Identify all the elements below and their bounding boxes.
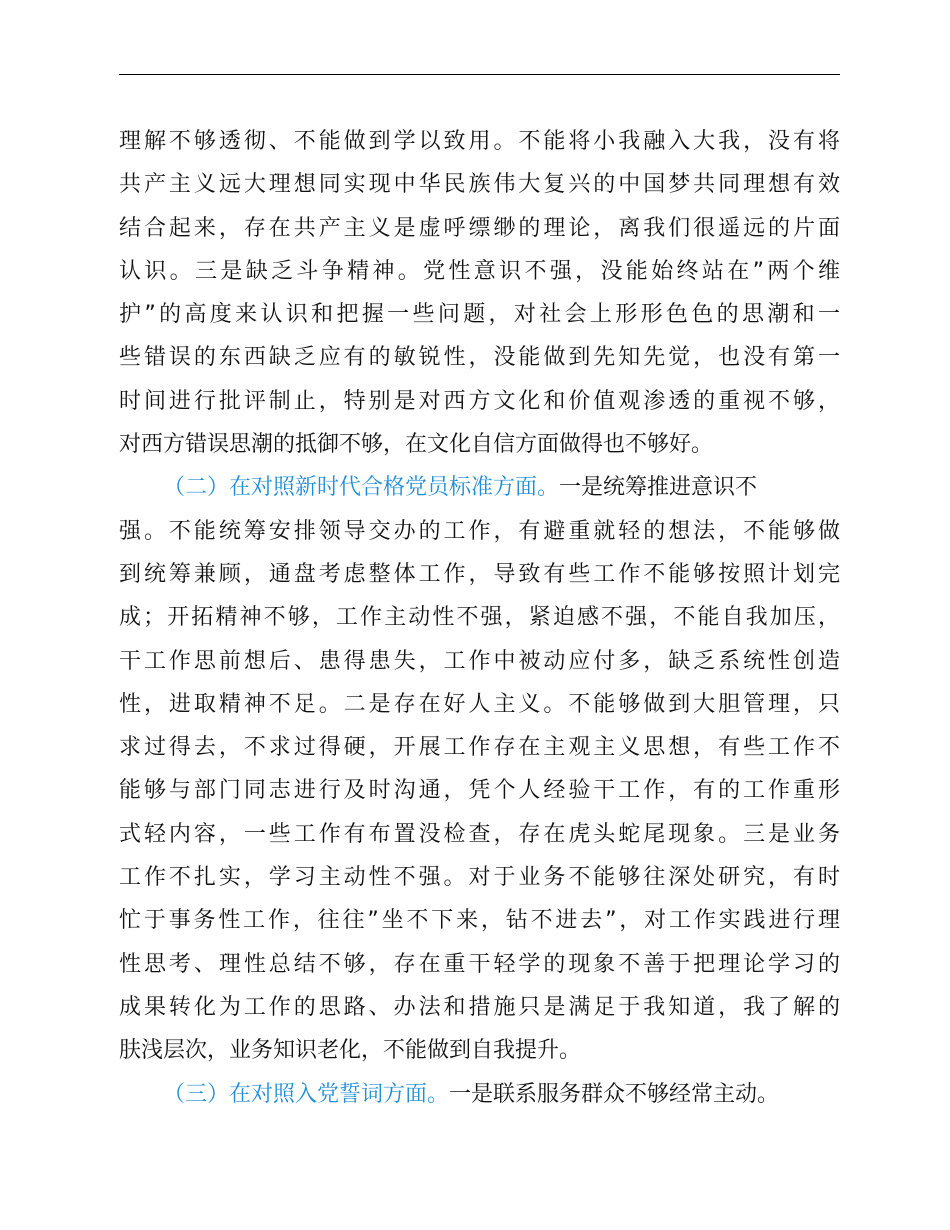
section-3-first-text: 一是联系服务群众不够经常主动。 — [449, 1081, 780, 1107]
section-3-heading: （三）在对照入党誓词方面。 — [163, 1081, 450, 1107]
body-line: 时间进行批评制止，特别是对西方文化和价值观渗透的重视不够， — [119, 388, 840, 414]
body-line: 结合起来，存在共产主义是虚呼缥缈的理论，离我们很遥远的片面 — [119, 215, 840, 241]
body-line: 性，进取精神不足。二是存在好人主义。不能够做到大胆管理，只 — [119, 691, 840, 717]
body-line: 强。不能统筹安排领导交办的工作，有避重就轻的想法，不能够做 — [119, 518, 840, 544]
body-line: 式轻内容，一些工作有布置没检查，存在虎头蛇尾现象。三是业务 — [119, 821, 840, 847]
body-line: 护”的高度来认识和把握一些问题，对社会上形形色色的思潮和一 — [119, 302, 840, 328]
body-line: 干工作思前想后、患得患失，工作中被动应付多，缺乏系统性创造 — [119, 648, 840, 674]
body-line: 些错误的东西缺乏应有的敏锐性，没能做到先知先觉，也没有第一 — [119, 345, 840, 371]
section-2-first-line — [119, 466, 840, 509]
document-body — [119, 120, 840, 1116]
body-line: 性思考、理性总结不够，存在重干轻学的现象不善于把理论学习的 — [119, 951, 840, 977]
body-line: 能够与部门同志进行及时沟通，凭个人经验干工作，有的工作重形 — [119, 778, 840, 804]
body-line: 成果转化为工作的思路、办法和措施只是满足于我知道，我了解的 — [119, 994, 840, 1020]
body-line: 成；开拓精神不够，工作主动性不强，紧迫感不强，不能自我加压， — [119, 605, 840, 631]
body-line: 肤浅层次，业务知识老化，不能做到自我提升。 — [119, 1038, 582, 1064]
body-line: 到统筹兼顾，通盘考虑整体工作，导致有些工作不能够按照计划完 — [119, 561, 840, 587]
section-2-heading: （二）在对照新时代合格党员标准方面。 — [163, 475, 560, 501]
header-rule — [119, 74, 840, 75]
body-line: 共产主义远大理想同实现中华民族伟大复兴的中国梦共同理想有效 — [119, 172, 840, 198]
body-line: 工作不扎实，学习主动性不强。对于业务不能够往深处研究，有时 — [119, 865, 840, 891]
section-2-first-text: 一是统筹推进意识不 — [559, 475, 758, 501]
body-line: 忙于事务性工作，往往”坐不下来，钻不进去”，对工作实践进行理 — [119, 908, 840, 934]
body-line: 求过得去，不求过得硬，开展工作存在主观主义思想，有些工作不 — [119, 735, 840, 761]
body-line: 对西方错误思潮的抵御不够，在文化自信方面做得也不够好。 — [119, 432, 714, 458]
body-line: 理解不够透彻、不能做到学以致用。不能将小我融入大我，没有将 — [119, 129, 840, 154]
body-line: 认识。三是缺乏斗争精神。党性意识不强，没能始终站在”两个维 — [119, 258, 840, 284]
section-3-first-line — [119, 1073, 840, 1116]
